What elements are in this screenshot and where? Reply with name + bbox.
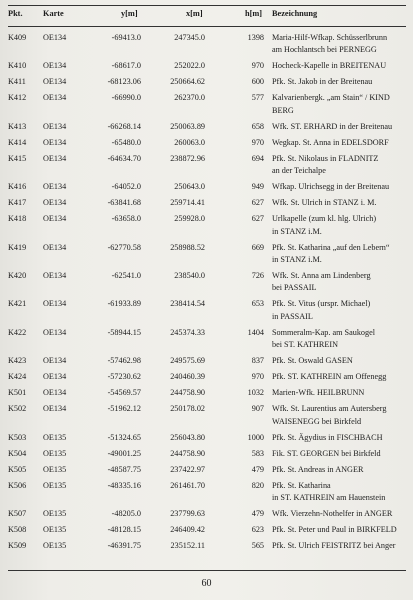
- cell-h: 479: [251, 464, 264, 474]
- header-karte: Karte: [43, 9, 64, 18]
- cell-bez-line2: an der Teichalpe: [272, 166, 326, 176]
- cell-y: -63658.0: [111, 214, 141, 224]
- cell-karte: OE134: [43, 299, 67, 309]
- cell-pkt: K415: [8, 153, 27, 163]
- header-y: y[m]: [121, 9, 138, 18]
- cell-x: 246409.42: [170, 525, 205, 534]
- cell-pkt: K507: [8, 509, 27, 518]
- cell-karte: OE134: [43, 198, 67, 208]
- cell-pkt: K414: [8, 137, 27, 147]
- cell-x: 240460.39: [170, 372, 205, 382]
- cell-bez: Wfk. St. Anna am Lindenberg: [272, 271, 371, 280]
- cell-bez: Pfk. St. Nikolaus in FLADNITZ: [272, 153, 379, 163]
- cell-h: 627: [251, 198, 264, 208]
- cell-pkt: K422: [8, 327, 27, 337]
- cell-y: -57462.98: [107, 356, 141, 366]
- cell-karte: OE134: [43, 388, 67, 398]
- cell-h: 1032: [247, 388, 264, 398]
- cell-h: 1398: [247, 33, 264, 42]
- cell-pkt: K504: [8, 448, 27, 458]
- cell-x: 259714.41: [170, 198, 205, 208]
- cell-karte: OE135: [43, 509, 67, 518]
- cell-x: 249575.69: [170, 356, 205, 366]
- cell-karte: OE134: [43, 61, 67, 71]
- cell-karte: OE135: [43, 541, 67, 550]
- cell-bez-line2: in ST. KATHREIN am Hauenstein: [272, 492, 386, 502]
- cell-karte: OE135: [43, 525, 67, 534]
- cell-bez-line2: am Hochlantsch bei PERNEGG: [272, 45, 377, 55]
- cell-karte: OE134: [43, 271, 67, 280]
- cell-karte: OE134: [43, 121, 67, 131]
- cell-pkt: K410: [8, 61, 27, 71]
- cell-pkt: K424: [8, 372, 27, 382]
- cell-x: 235152.11: [170, 541, 205, 550]
- cell-karte: OE134: [43, 77, 67, 87]
- cell-pkt: K412: [8, 93, 27, 103]
- cell-pkt: K419: [8, 242, 27, 252]
- cell-karte: OE134: [43, 327, 67, 337]
- cell-bez: Wfk. St. Laurentius am Autersberg: [272, 404, 387, 414]
- cell-x: 238540.0: [174, 271, 205, 280]
- cell-pkt: K413: [8, 121, 27, 131]
- cell-y: -68123.06: [107, 77, 141, 87]
- cell-pkt: K409: [8, 33, 27, 42]
- cell-bez: Pfk. St. Vitus (urspr. Michael): [272, 299, 371, 309]
- cell-bez: Urlkapelle (zum kl. hlg. Ulrich): [272, 214, 377, 224]
- cell-bez: Pfk. St. Andreas in ANGER: [272, 464, 364, 474]
- cell-bez-line2: in PASSAIL: [272, 311, 313, 321]
- cell-pkt: K509: [8, 541, 27, 550]
- cell-x: 259928.0: [174, 214, 205, 224]
- cell-karte: OE134: [43, 182, 67, 192]
- cell-y: -57230.62: [107, 372, 141, 382]
- cell-bez: Wfk. St. Ulrich in STANZ i. M.: [272, 198, 377, 208]
- cell-karte: OE134: [43, 404, 67, 414]
- cell-y: -51962.12: [107, 404, 141, 414]
- cell-h: 970: [251, 137, 264, 147]
- cell-bez: Wfkap. Ulrichsegg in der Breitenau: [272, 182, 390, 192]
- cell-y: -61933.89: [107, 299, 141, 309]
- cell-bez: Maria-Hilf-Wfkap. Schüsserlbrunn: [272, 33, 388, 42]
- cell-y: -58944.15: [107, 327, 141, 337]
- cell-x: 261461.70: [170, 480, 205, 490]
- cell-y: -69413.0: [111, 33, 141, 42]
- cell-x: 237799.63: [170, 509, 205, 518]
- bottom-rule: [8, 570, 406, 571]
- cell-x: 247345.0: [174, 33, 205, 42]
- cell-h: 970: [251, 61, 264, 71]
- cell-x: 238872.96: [170, 153, 205, 163]
- cell-bez: Kalvarienbergk. „am Stain“ / KIND: [272, 93, 390, 103]
- cell-y: -63841.68: [107, 198, 141, 208]
- cell-x: 250178.02: [170, 404, 205, 414]
- cell-h: 949: [251, 182, 264, 192]
- cell-karte: OE135: [43, 480, 67, 490]
- cell-h: 565: [251, 541, 264, 550]
- cell-y: -65480.0: [111, 137, 141, 147]
- cell-x: 250643.0: [174, 182, 205, 192]
- cell-h: 726: [251, 271, 264, 280]
- cell-bez: Pfk. St. Katharina: [272, 480, 331, 490]
- cell-karte: OE134: [43, 137, 67, 147]
- cell-h: 669: [251, 242, 264, 252]
- cell-pkt: K423: [8, 356, 27, 366]
- cell-x: 244758.90: [170, 448, 205, 458]
- cell-karte: OE134: [43, 356, 67, 366]
- cell-bez: Pfk. St. Oswald GASEN: [272, 356, 353, 366]
- cell-karte: OE135: [43, 432, 67, 442]
- top-rule: [8, 5, 406, 6]
- cell-y: -46391.75: [107, 541, 141, 550]
- header-pkt: Pkt.: [8, 9, 23, 18]
- cell-h: 600: [251, 77, 264, 87]
- cell-x: 258988.52: [170, 242, 205, 252]
- cell-bez-line2: bei PASSAIL: [272, 283, 317, 293]
- page-number: 60: [201, 578, 212, 589]
- cell-pkt: K505: [8, 464, 27, 474]
- cell-x: 252022.0: [174, 61, 205, 71]
- cell-x: 238414.54: [170, 299, 205, 309]
- cell-karte: OE134: [43, 93, 67, 103]
- cell-x: 260063.0: [174, 137, 205, 147]
- cell-pkt: K420: [8, 271, 27, 280]
- cell-h: 627: [251, 214, 264, 224]
- cell-karte: OE134: [43, 214, 67, 224]
- cell-h: 907: [251, 404, 264, 414]
- cell-pkt: K508: [8, 525, 27, 534]
- cell-bez: Fik. ST. GEORGEN bei Birkfeld: [272, 448, 381, 458]
- cell-h: 658: [251, 121, 264, 131]
- cell-bez: Hocheck-Kapelle in BREITENAU: [272, 61, 387, 71]
- cell-h: 479: [251, 509, 264, 518]
- cell-pkt: K506: [8, 480, 27, 490]
- cell-h: 653: [251, 299, 264, 309]
- header-x: x[m]: [186, 9, 203, 18]
- cell-bez: Pfk. St. Ägydius in FISCHBACH: [272, 432, 383, 442]
- cell-karte: OE134: [43, 153, 67, 163]
- cell-y: -62541.0: [111, 271, 141, 280]
- cell-y: -49001.25: [107, 448, 141, 458]
- cell-pkt: K418: [8, 214, 27, 224]
- cell-pkt: K416: [8, 182, 27, 192]
- cell-x: 237422.97: [170, 464, 205, 474]
- cell-karte: OE135: [43, 448, 67, 458]
- cell-karte: OE134: [43, 372, 67, 382]
- cell-x: 245374.33: [170, 327, 205, 337]
- cell-y: -66990.0: [111, 93, 141, 103]
- cell-bez-line2: WAISENEGG bei Birkfeld: [272, 416, 362, 426]
- cell-y: -62770.58: [107, 242, 141, 252]
- cell-y: -48335.16: [107, 480, 141, 490]
- cell-bez-line2: bei ST. KATHREIN: [272, 340, 339, 350]
- cell-bez: Wfk. Vierzehn-Nothelfer in ANGER: [272, 509, 393, 518]
- cell-h: 694: [251, 153, 264, 163]
- cell-bez: Sommeralm-Kap. am Saukogel: [272, 327, 376, 337]
- cell-pkt: K421: [8, 299, 27, 309]
- cell-bez: Pfk. ST. KATHREIN am Offenegg: [272, 372, 387, 382]
- cell-h: 1000: [247, 432, 264, 442]
- cell-bez: Pfk. St. Peter und Paul in BIRKFELD: [272, 525, 397, 534]
- cell-x: 250664.62: [170, 77, 205, 87]
- cell-y: -48128.15: [107, 525, 141, 534]
- cell-h: 970: [251, 372, 264, 382]
- cell-bez: Pfk. St. Katharina „auf den Lebern“: [272, 242, 390, 252]
- cell-bez: Pfk. St. Jakob in der Breitenau: [272, 77, 373, 87]
- cell-y: -64634.70: [107, 153, 141, 163]
- cell-y: -66268.14: [107, 121, 141, 131]
- header-bezeichnung: Bezeichnung: [272, 9, 318, 18]
- cell-y: -64052.0: [111, 182, 141, 192]
- cell-h: 623: [251, 525, 264, 534]
- cell-pkt: K411: [8, 77, 26, 87]
- cell-x: 262370.0: [174, 93, 205, 103]
- cell-karte: OE135: [43, 464, 67, 474]
- cell-karte: OE134: [43, 242, 67, 252]
- header-rule: [8, 26, 406, 27]
- cell-h: 820: [251, 480, 264, 490]
- cell-y: -68617.0: [111, 61, 141, 71]
- cell-h: 583: [251, 448, 264, 458]
- cell-x: 250063.89: [170, 121, 205, 131]
- cell-karte: OE134: [43, 33, 67, 42]
- cell-pkt: K503: [8, 432, 27, 442]
- cell-bez: Marien-Wfk. HEILBRUNN: [272, 388, 365, 398]
- cell-y: -48587.75: [107, 464, 141, 474]
- cell-x: 244758.90: [170, 388, 205, 398]
- cell-bez-line2: in STANZ i.M.: [272, 226, 322, 236]
- cell-bez: Wfk. ST. ERHARD in der Breitenau: [272, 121, 393, 131]
- cell-bez: Wegkap. St. Anna in EDELSDORF: [272, 137, 389, 147]
- cell-x: 256043.80: [170, 432, 205, 442]
- header-h: h[m]: [245, 9, 263, 18]
- cell-y: -51324.65: [107, 432, 141, 442]
- cell-h: 577: [251, 93, 264, 103]
- cell-bez-line2: in STANZ i.M.: [272, 254, 322, 264]
- cell-bez: Pfk. St. Ulrich FEISTRITZ bei Anger: [272, 541, 396, 550]
- cell-pkt: K502: [8, 404, 27, 414]
- cell-h: 1404: [247, 327, 264, 337]
- cell-h: 837: [251, 356, 264, 366]
- cell-y: -48205.0: [111, 509, 141, 518]
- cell-y: -54569.57: [107, 388, 141, 398]
- cell-pkt: K417: [8, 198, 27, 208]
- cell-pkt: K501: [8, 388, 27, 398]
- cell-bez-line2: BERG: [272, 105, 294, 115]
